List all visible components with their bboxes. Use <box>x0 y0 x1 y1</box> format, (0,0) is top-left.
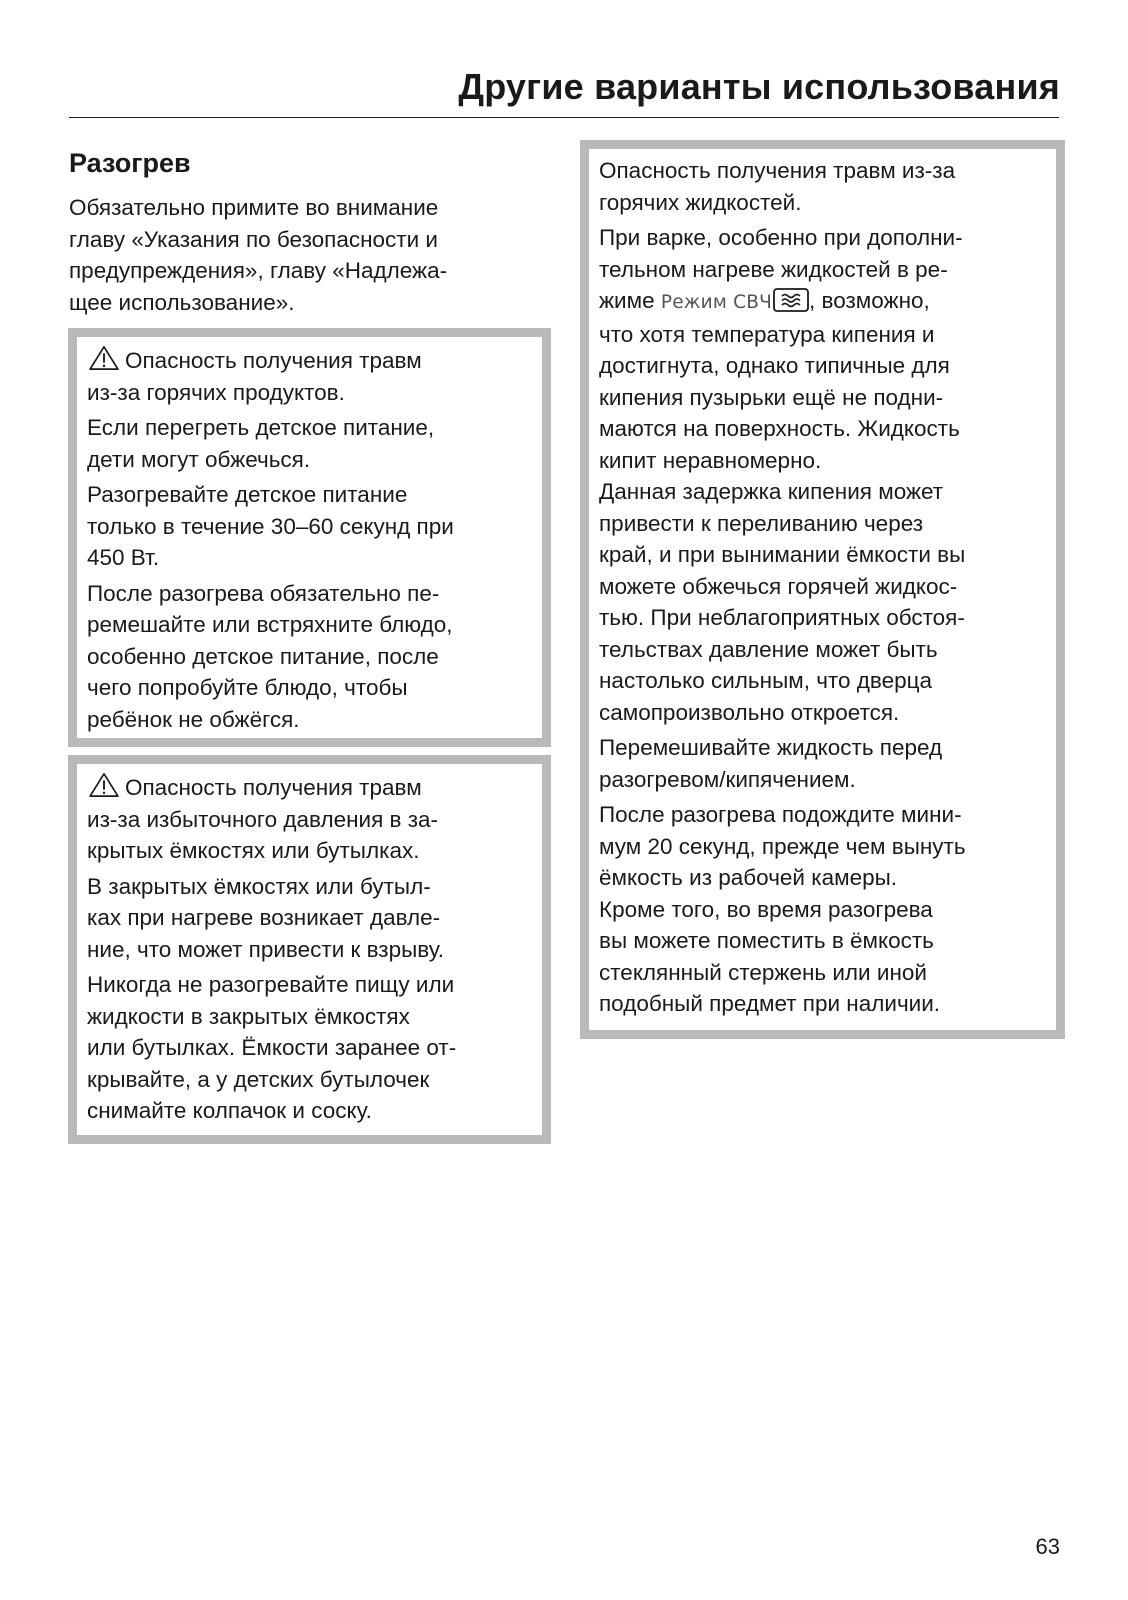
warning-paragraph <box>87 578 542 736</box>
paragraph-line: достигнута, однако типичные для <box>599 353 950 378</box>
paragraph-line: кипит неравномерно. <box>599 447 822 473</box>
warning-paragraph <box>599 799 1056 894</box>
warning-paragraph <box>599 732 1056 795</box>
paragraph-line: Кроме того, во время разогрева <box>599 896 933 922</box>
paragraph-line: Никогда не разогревайте пищу или <box>87 972 455 997</box>
paragraph-line: настолько сильным, что дверца <box>599 668 933 693</box>
paragraph-line: ремешайте или встряхните блюдо, <box>87 612 453 637</box>
paragraph-line: тельном нагреве жидкостей в ре- <box>599 256 948 282</box>
paragraph-line: или бутылках. Ёмкости заранее от- <box>87 1035 457 1060</box>
warning-heading <box>87 772 542 867</box>
warning-heading-line: из-за избыточного давления в за- <box>87 806 439 832</box>
paragraph-line: Перемешивайте жидкость перед <box>599 735 943 760</box>
warning-heading-line: Опасность получения травм <box>125 775 422 800</box>
warning-heading <box>87 345 542 408</box>
warning-paragraph <box>87 479 542 574</box>
paragraph-line: только в течение 30–60 секунд при <box>87 513 454 539</box>
warning-heading-line: Опасность получения травм <box>125 348 422 373</box>
paragraph-line: снимайте колпачок и соску. <box>87 1098 372 1123</box>
paragraph-line: маются на поверхность. Жидкость <box>599 416 960 441</box>
warning-paragraph <box>87 871 542 966</box>
warning-paragraph <box>87 412 542 475</box>
paragraph-line: что хотя температура кипения и <box>599 321 935 347</box>
paragraph-line: Данная задержка кипения может <box>599 479 944 504</box>
paragraph-line: чего попробуйте блюдо, чтобы <box>87 675 408 700</box>
paragraph-line: ние, что может привести к взрыву. <box>87 936 445 962</box>
intro-text <box>69 192 539 318</box>
warning-heading <box>599 155 1056 218</box>
header-divider <box>69 117 1059 118</box>
paragraph-line: крывайте, а у детских бутылочек <box>87 1066 430 1092</box>
page-header-title: Другие варианты использования <box>458 66 1060 107</box>
paragraph-line: можете обжечься горячей жидкос- <box>599 573 958 599</box>
warning-box-hot-liquids <box>580 140 1065 1039</box>
paragraph-line: ребёнок не обжёгся. <box>87 706 300 732</box>
intro-line: главу «Указания по безопасности и <box>69 226 438 252</box>
paragraph-line: мум 20 секунд, прежде чем вынуть <box>599 833 966 859</box>
warning-heading-line: горячих жидкостей. <box>599 189 802 215</box>
paragraph-line: самопроизвольно откроется. <box>599 699 900 725</box>
page-number: 63 <box>1035 1534 1060 1559</box>
paragraph-line: подобный предмет при наличии. <box>599 991 941 1016</box>
warning-paragraph <box>87 969 542 1127</box>
paragraph-line: привести к переливанию через <box>599 510 924 536</box>
warning-heading-line: Опасность получения травм из-за <box>599 158 956 183</box>
section-title: Разогрев <box>69 148 191 178</box>
paragraph-line: Разогревайте детское питание <box>87 482 408 507</box>
paragraph-line-with-mode: жиме Режим СВЧ , возможно, <box>599 288 930 313</box>
paragraph-line: ёмкость из рабочей камеры. <box>599 865 898 890</box>
warning-box-pressure <box>68 755 551 1144</box>
warning-paragraph <box>599 222 1056 476</box>
warning-heading-line: из-за горячих продуктов. <box>87 379 345 405</box>
warning-heading-line: крытых ёмкостях или бутылках. <box>87 838 420 863</box>
microwave-waves-icon <box>773 288 809 312</box>
paragraph-line: стеклянный стержень или иной <box>599 959 927 985</box>
paragraph-line: При варке, особенно при дополни- <box>599 225 963 250</box>
paragraph-line: тельствах давление может быть <box>599 636 938 662</box>
paragraph-line: После разогрева обязательно пе- <box>87 580 440 606</box>
paragraph-line: кипения пузырьки ещё не подни- <box>599 384 944 410</box>
warning-triangle-icon <box>87 772 121 798</box>
warning-triangle-icon <box>87 345 121 371</box>
paragraph-line: 450 Вт. <box>87 545 160 570</box>
paragraph-line: дети могут обжечься. <box>87 446 311 472</box>
paragraph-line: разогревом/кипячением. <box>599 766 856 792</box>
warning-paragraph <box>599 476 1056 728</box>
paragraph-line: тью. При неблагоприятных обстоя- <box>599 605 965 630</box>
mode-name-label: Режим СВЧ <box>660 292 773 313</box>
intro-line: щее использование». <box>69 289 295 315</box>
paragraph-line: вы можете поместить в ёмкость <box>599 928 934 953</box>
paragraph-line: В закрытых ёмкостях или бутыл- <box>87 873 431 899</box>
paragraph-line: край, и при вынимании ёмкости вы <box>599 542 966 567</box>
intro-line: Обязательно примите во внимание <box>69 195 439 220</box>
warning-paragraph <box>599 894 1056 1020</box>
paragraph-line: ках при нагреве возникает давле- <box>87 905 441 930</box>
warning-box-hot-food <box>68 328 551 747</box>
paragraph-line: Если перегреть детское питание, <box>87 415 435 440</box>
paragraph-line: жидкости в закрытых ёмкостях <box>87 1003 410 1029</box>
intro-line: предупреждения», главу «Надлежа- <box>69 258 448 283</box>
paragraph-line: После разогрева подождите мини- <box>599 802 962 827</box>
paragraph-line: особенно детское питание, после <box>87 643 439 669</box>
